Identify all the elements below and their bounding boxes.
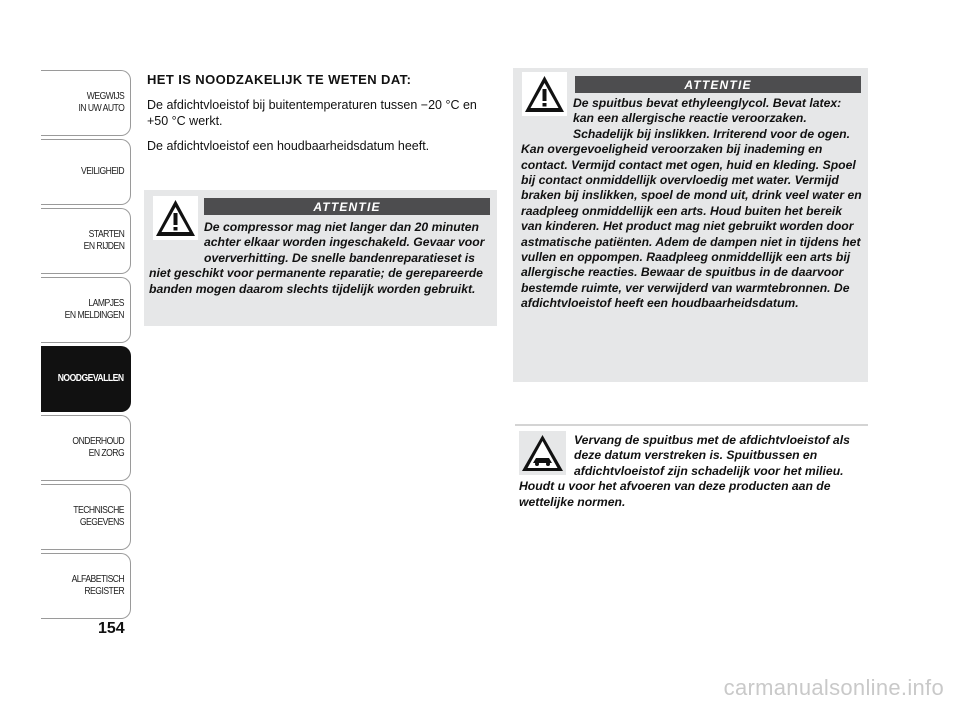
warning-text-compressor	[149, 220, 494, 297]
tab-starten[interactable]	[41, 208, 131, 274]
tab-onderhoud[interactable]	[41, 415, 131, 481]
page-number: 154	[98, 620, 125, 637]
tab-noodgevallen[interactable]	[41, 346, 131, 412]
tab-label: ALFABETISCH REGISTER	[71, 574, 124, 597]
tab-label: TECHNISCHE GEGEVENS	[73, 505, 124, 528]
tab-label: LAMPJES EN MELDINGEN	[64, 298, 124, 321]
paragraph-expiry: De afdichtvloeistof een houdbaarheidsdatum heeft.	[147, 139, 430, 153]
warning-box-compressor	[144, 190, 497, 326]
warning-text: De compressor mag niet langer dan 20 minuten achter elkaar worden ingeschakeld. Gevaar voor oververhitting. De snelle bandenreparatieset is niet geschikt voor permanente reparatie; de gerepareerde banden mogen daarom slechts tijdelijk worden gebruikt.	[149, 220, 485, 296]
environment-text: Vervang de spuitbus met de afdichtvloeistof als deze datum verstreken is. Spuitbussen en afdichtvloeistof zijn schadelijk voor het milieu. Houdt u voor het afvoeren van deze producten aan de wettelijke normen.	[519, 433, 850, 509]
tab-label: ONDERHOUD EN ZORG	[72, 436, 124, 459]
tab-label: STARTEN EN RIJDEN	[83, 229, 124, 252]
tab-wegwijs[interactable]	[41, 70, 131, 136]
attention-label: ATTENTIE	[204, 198, 490, 215]
tab-alfabetisch[interactable]	[41, 553, 131, 619]
tab-veiligheid[interactable]	[41, 139, 131, 205]
watermark: carmanualsonline.info	[723, 675, 944, 700]
section-heading: HET IS NOODZAKELIJK TE WETEN DAT:	[147, 72, 412, 87]
paragraph-temperature: De afdichtvloeistof bij buitentemperaturen tussen −20 °C en +50 °C werkt.	[147, 98, 477, 128]
attention-label: ATTENTIE	[575, 76, 861, 93]
warning-text-spray	[521, 96, 863, 312]
tab-label: VEILIGHEID	[80, 166, 124, 177]
warning-text: De spuitbus bevat ethyleenglycol. Bevat latex: kan een allergische reactie veroorzaken. Schadelijk bij inslikken. Irriterend voor de ogen. Kan overgevoeligheid veroorzaken bij inademing en contact. Vermijd contact met ogen, huid en kleding. Spoel bij contact onmiddellijk overvloedig met water. Vermijd braken bij inslikken, spoel de mond uit, drink veel water en raadpleeg onmiddellijk een arts. Houd buiten het bereik van kinderen. Het product mag niet gebruikt worden door astmatische patiënten. Adem de dampen niet in tijdens het vullen en oppompen. Raadpleeg onmiddellijk een arts bij allergische reacties. Bewaar de spuitbus in de daarvoor bestemde ruimte, ver verwijderd van warmtebronnen. De afdichtvloeistof heeft een houdbaarheidsdatum.	[521, 96, 862, 311]
divider	[515, 424, 868, 426]
environment-note	[519, 433, 864, 510]
icon-spacer	[149, 220, 204, 266]
warning-box-spray	[513, 68, 868, 382]
icon-spacer	[519, 433, 574, 479]
tab-technische[interactable]	[41, 484, 131, 550]
tab-label: NOODGEVALLEN	[58, 373, 124, 384]
tab-label: WEGWIJS IN UW AUTO	[78, 91, 124, 114]
tab-lampjes[interactable]	[41, 277, 131, 343]
icon-spacer	[521, 96, 573, 142]
